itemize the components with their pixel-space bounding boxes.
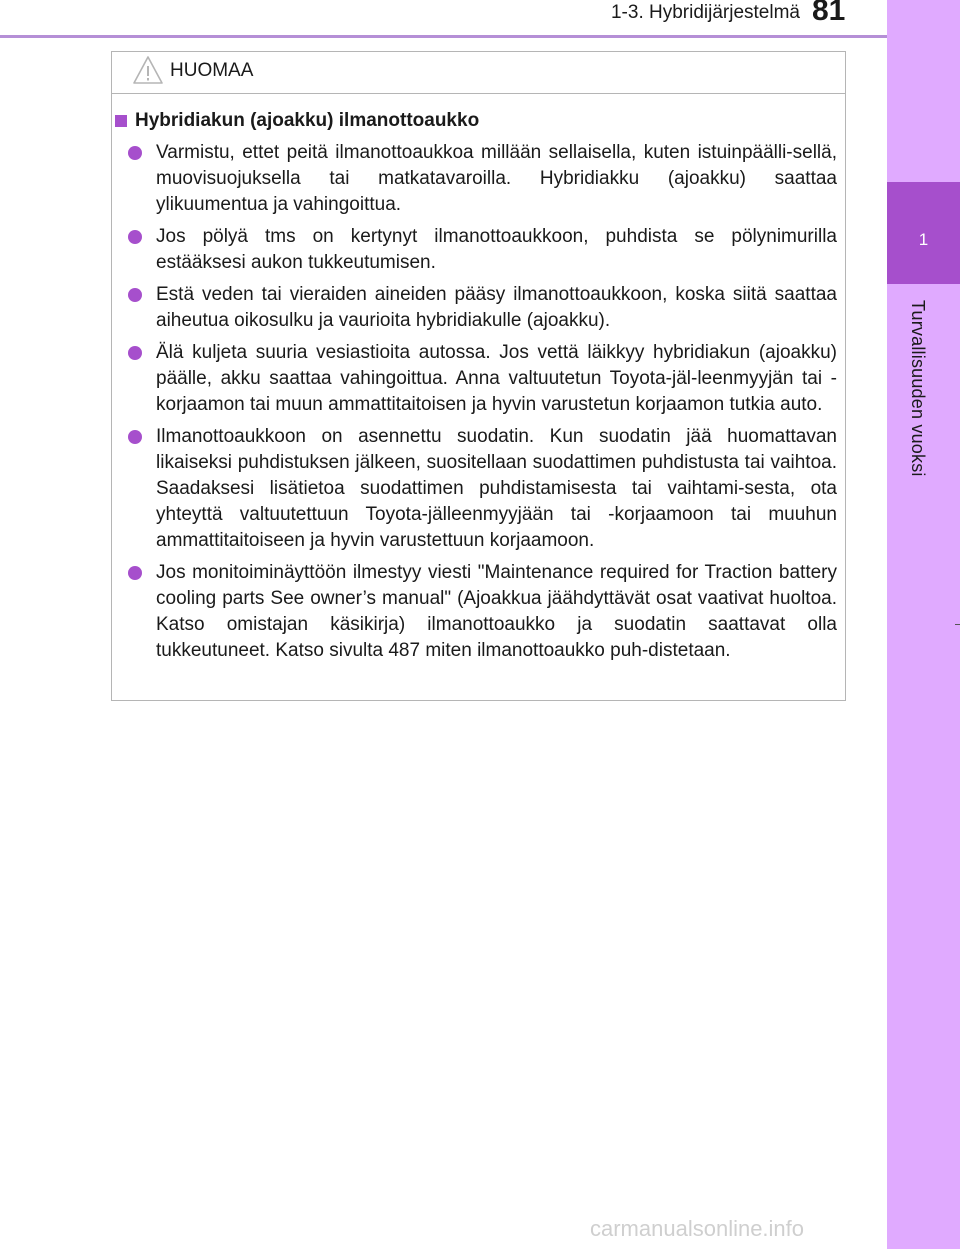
- bullet-dot-icon: [128, 566, 142, 580]
- bullet-dot-icon: [128, 346, 142, 360]
- list-item: [122, 140, 837, 218]
- notice-box: [111, 51, 846, 701]
- notice-header: [112, 52, 845, 94]
- bullet-dot-icon: [128, 288, 142, 302]
- bullet-list: [122, 140, 837, 670]
- list-item: [122, 560, 837, 664]
- bullet-dot-icon: [128, 146, 142, 160]
- square-bullet-icon: [115, 115, 127, 127]
- page-number: 81: [812, 0, 846, 27]
- list-item-text: Varmistu, ettet peitä ilmanottoaukkoa millään sellaisella, kuten istuinpäälli-sellä, muovisuojuksella tai matkatavaroilla. Hybridiakku (ajoakku) saattaa ylikuumentua ja vahingoittua.: [156, 142, 837, 215]
- header-divider: [0, 35, 887, 38]
- list-item-text: Estä veden tai vieraiden aineiden pääsy ilmanottoaukkoon, koska siitä saattaa aiheutua oikosulku ja vaurioita hybridiakulle (ajoakku).: [156, 284, 837, 331]
- list-item-text: Älä kuljeta suuria vesiastioita autossa. Jos vettä läikkyy hybridiakun (ajoakku) päälle, akku saattaa vahingoittua. Anna valtuutetun Toyota-jäl-leenmyyjän tai -korjaamon tai muun ammattitaitoisen ja hyvin varustetun korjaamon tutkia auto.: [156, 342, 837, 415]
- notice-title: HUOMAA: [170, 60, 254, 81]
- list-item-text: Ilmanottoaukkoon on asennettu suodatin. Kun suodatin jää huomattavan likaiseksi puhdistuksen jälkeen, suositellaan suodattimen puhdistusta tai vaihtoa. Saadaksesi lisätietoa suodattimen puhdistamisesta tai vaihtami-sesta, ota yhteyttä valtuutettuun Toyota-jälleenmyyjään tai -korjaamoon tai muuhun ammattitaitoiseen ja hyvin varustettuun korjaamoon.: [156, 426, 837, 551]
- list-item: [122, 282, 837, 334]
- section-heading-text: Hybridiakun (ajoakku) ilmanottoaukko: [135, 110, 480, 131]
- section-heading: [115, 110, 479, 132]
- chapter-label: Turvallisuuden vuoksi: [908, 300, 928, 477]
- list-item-text: Jos pölyä tms on kertynyt ilmanottoaukkoon, puhdista se pölynimurilla estääksesi aukon tukkeutumisen.: [156, 226, 837, 273]
- section-title: 1-3. Hybridijärjestelmä: [610, 2, 800, 23]
- list-item: [122, 340, 837, 418]
- list-item: [122, 424, 837, 554]
- warning-triangle-icon: [132, 54, 164, 91]
- list-item: [122, 224, 837, 276]
- watermark: carmanualsonline.info: [590, 1216, 805, 1241]
- bullet-dot-icon: [128, 430, 142, 444]
- bullet-dot-icon: [128, 230, 142, 244]
- list-item-text: Jos monitoiminäyttöön ilmestyy viesti "Maintenance required for Traction battery cooling parts See owner’s manual" (Ajoakkua jäähdyttävät osat vaativat huoltoa. Katso omistajan käsikirja) ilmanottoaukko ja suodatin saattavat olla tukkeutuneet. Katso sivulta 487 miten ilmanottoaukko puh-distetaan.: [156, 562, 837, 661]
- chapter-number: 1: [918, 230, 929, 249]
- side-tick-mark: [955, 624, 960, 625]
